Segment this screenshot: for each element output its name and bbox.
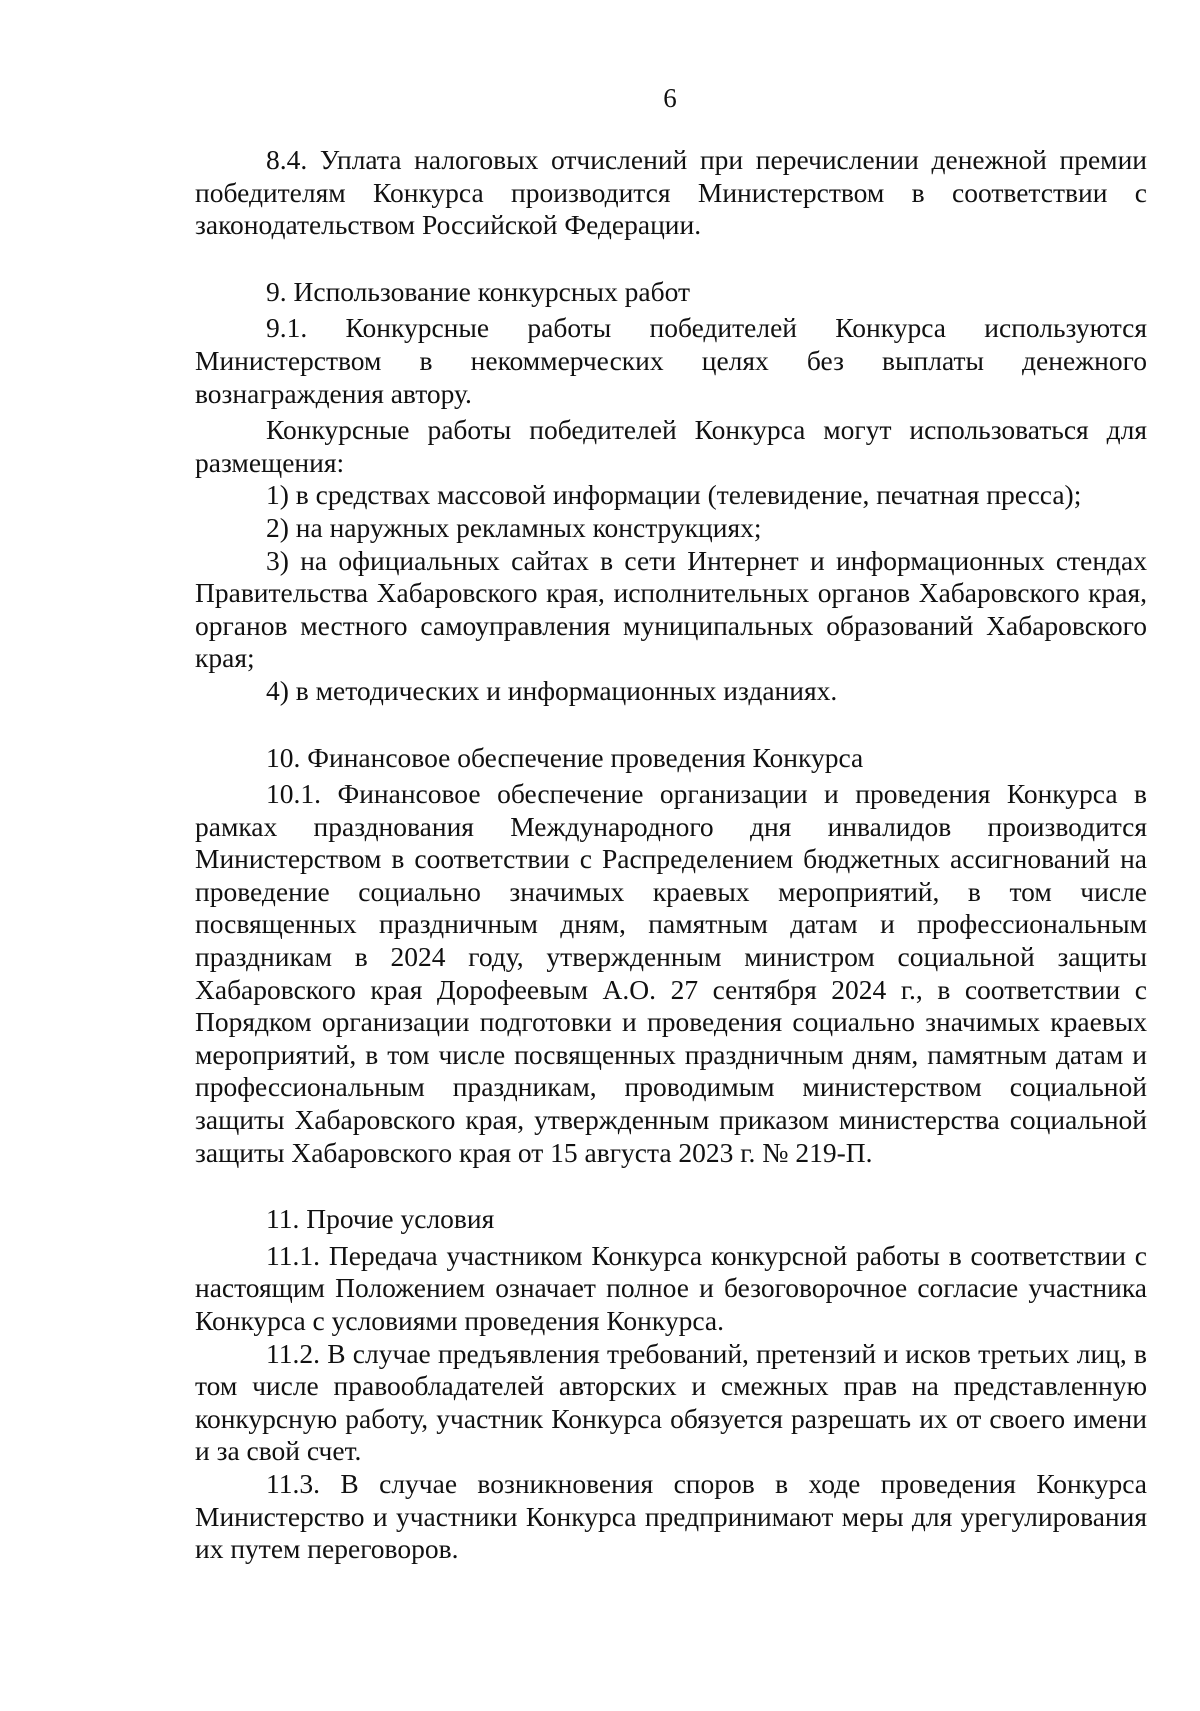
section-heading-10: 10. Финансовое обеспечение проведения Конкурса: [266, 741, 864, 773]
list-item-1: 1) в средствах массовой информации (телевидение, печатная пресса);: [266, 479, 1082, 511]
document-body: [195, 144, 1147, 1566]
section-heading-11: 11. Прочие условия: [266, 1203, 495, 1235]
paragraph-11-3: 11.3. В случае возникновения споров в ходе проведения Конкурса Министерство и участники Конкурса предпринимают меры для урегулирования их путем переговоров.: [195, 1467, 1147, 1565]
paragraph-11-1: 11.1. Передача участником Конкурса конкурсной работы в соответствии с настоящим Положением означает полное и безоговорочное согласие участника Конкурса с условиями проведения Конкурса.: [195, 1239, 1147, 1336]
paragraph-8-4: 8.4. Уплата налоговых отчислений при перечислении денежной премии победителям Конкурса производится Министерством в соответствии с законодательством Российской Федерации.: [195, 144, 1147, 241]
page-number: 6: [663, 83, 677, 113]
list-item-3: 3) на официальных сайтах в сети Интернет и информационных стендах Правительства Хабаровского края, исполнительных органов Хабаровского края, органов местного самоуправления муниципальных образований Хабаровского края;: [195, 544, 1147, 674]
section-heading-9: 9. Использование конкурсных работ: [266, 275, 691, 307]
paragraph-11-2: 11.2. В случае предъявления требований, претензий и исков третьих лиц, в том числе правообладателей авторских и смежных прав на представленную конкурсную работу, участник Конкурса обязуется разрешать их от своего имени и за свой счет.: [195, 1337, 1147, 1467]
paragraph-9-1-usage: Конкурсные работы победителей Конкурса могут использоваться для размещения:: [195, 414, 1147, 478]
list-item-4: 4) в методических и информационных изданиях.: [266, 674, 838, 706]
list-item-2: 2) на наружных рекламных конструкциях;: [266, 511, 762, 543]
paragraph-9-1: 9.1. Конкурсные работы победителей Конкурса используются Министерством в некоммерческих целях без выплаты денежного вознаграждения автору.: [195, 312, 1147, 409]
paragraph-10-1: 10.1. Финансовое обеспечение организации и проведения Конкурса в рамках празднования Международного дня инвалидов производится Министерством в соответствии с Распределением бюджетных ассигнований на проведение социально значимых краевых мероприятий, в том числе посвященных праздничным дням, памятным датам и профессиональным праздникам в 2024 году, утвержденным министром социальной защиты Хабаровского края Дорофеевым А.О. 27 сентября 2024 г., в соответствии с Порядком организации подготовки и проведения социально значимых краевых мероприятий, в том числе посвященных праздничным дням, памятным датам и профессиональным праздникам, проводимым министерством социальной защиты Хабаровского края, утвержденным приказом министерства социальной защиты Хабаровского края от 15 августа 2023 г. № 219-П.: [195, 778, 1147, 1168]
